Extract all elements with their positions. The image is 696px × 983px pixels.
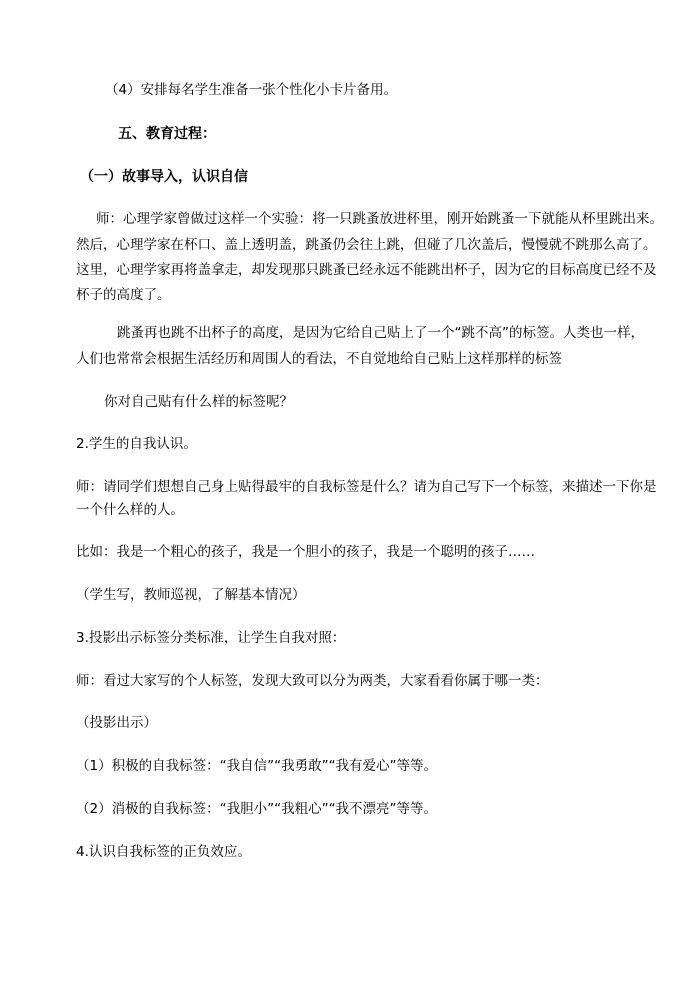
prep-item-4: （4）安排每名学生准备一张个性化小卡片备用。 — [105, 82, 398, 98]
paragraph-line: 这里，心理学家再将盖拿走，却发现那只跳蚤已经永远不能跳出杯子，因为它的目标高度已经不及 — [76, 262, 657, 278]
step-heading: 2.学生的自我认识。 — [76, 436, 197, 452]
subsection-heading: （一）故事导入，认识自信 — [80, 169, 248, 185]
step-heading: 3.投影出示标签分类标准，让学生自我对照： — [76, 630, 346, 646]
paragraph-line: 人们也常常会根据生活经历和周围人的看法，不自觉地给自己贴上这样那样的标签 — [76, 351, 562, 367]
paragraph-line: 杯子的高度了。 — [76, 287, 171, 303]
paragraph-line: 师：看过大家写的个人标签，发现大致可以分为两类，大家看看你属于哪一类： — [76, 673, 549, 689]
paragraph-line: 跳蚤再也跳不出杯子的高度，是因为它给自己贴上了一个“跳不高”的标签。人类也一样， — [117, 325, 644, 341]
example-line: 比如：我是一个粗心的孩子，我是一个胆小的孩子，我是一个聪明的孩子…… — [76, 544, 535, 560]
list-item: （1）积极的自我标签：“我自信”“我勇敢”“我有爱心”等等。 — [76, 758, 438, 774]
projection-line: （投影出示） — [76, 715, 157, 731]
question-line: 你对自己贴有什么样的标签呢？ — [104, 394, 293, 410]
paragraph-line: 师：心理学家曾做过这样一个实验：将一只跳蚤放进杯里，刚开始跳蚤一下就能从杯里跳出来。 — [96, 211, 663, 227]
note-line: （学生写，教师巡视，了解基本情况） — [76, 587, 306, 603]
list-item: （2）消极的自我标签：“我胆小”“我粗心”“我不漂亮”等等。 — [76, 801, 438, 817]
paragraph-line: 一个什么样的人。 — [76, 502, 184, 518]
paragraph-line: 然后，心理学家在杯口、盖上透明盖，跳蚤仍会往上跳，但碰了几次盖后，慢慢就不跳那么高了。 — [76, 237, 657, 253]
paragraph-line: 师：请同学们想想自己身上贴得最牢的自我标签是什么？请为自己写下一个标签，来描述一下你是 — [76, 479, 657, 495]
section-heading: 五、教育过程： — [118, 126, 216, 142]
step-heading: 4.认识自我标签的正负效应。 — [76, 844, 251, 860]
